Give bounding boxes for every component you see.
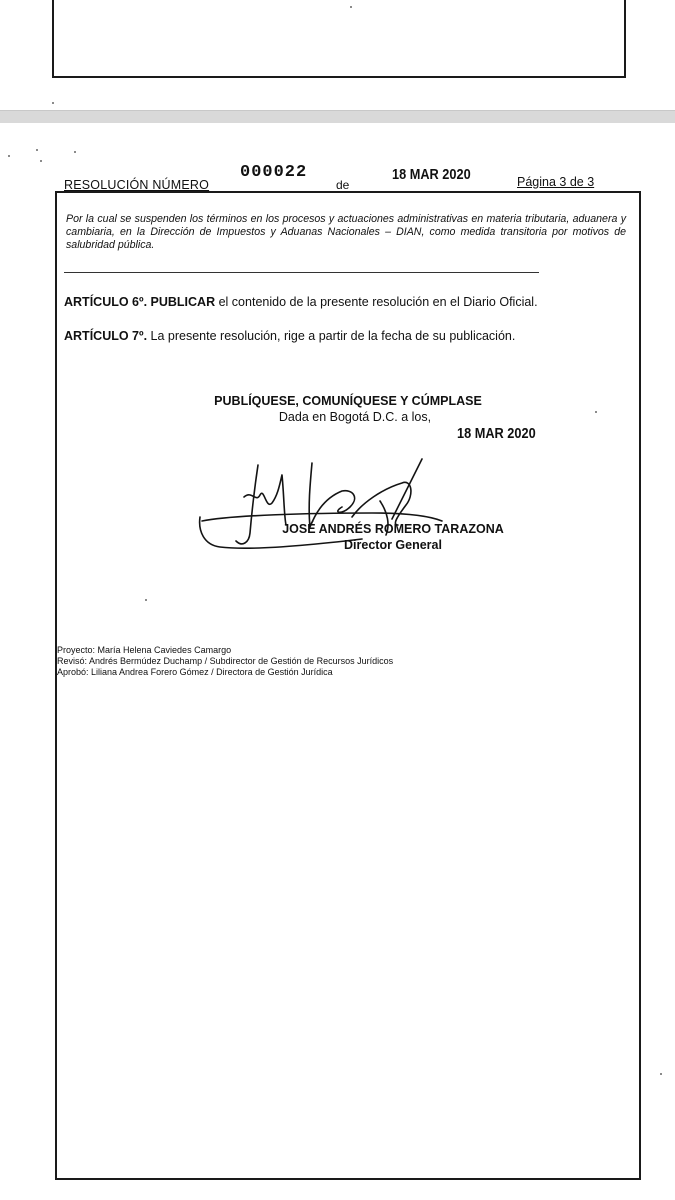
scan-speck: [660, 1073, 662, 1075]
article-6-text: el contenido de la presente resolución en el Diario Oficial.: [218, 295, 538, 309]
article-7: [64, 329, 624, 343]
document-page: [0, 123, 675, 1200]
scan-speck: [350, 6, 352, 8]
scan-speck: [8, 155, 10, 157]
page-frame: [55, 191, 641, 1180]
resolution-header: [62, 163, 607, 193]
scan-speck: [595, 411, 597, 413]
credit-aprobo: Aprobó: Liliana Andrea Forero Gómez / Directora de Gestión Jurídica: [57, 667, 333, 677]
article-7-text: La presente resolución, rige a partir de la fecha de su publicación.: [150, 329, 516, 343]
signer-name: JOSÉ ANDRÉS ROMERO TARAZONA: [282, 522, 504, 536]
article-6: [64, 295, 624, 309]
credit-proyecto: Proyecto: María Helena Caviedes Camargo: [57, 645, 232, 655]
resolution-date: 18 MAR 2020: [392, 166, 471, 183]
page-separator: [0, 110, 675, 124]
resolution-subject: Por la cual se suspenden los términos en los procesos y actuaciones administrativas en materia tributaria, aduanera y cambiaria, en la Dirección de Impuestos y Aduanas Nacionales – DIAN, como medida transitoria por motivos de salubridad pública.: [66, 213, 626, 251]
article-6-label: ARTÍCULO 6º.: [64, 295, 148, 309]
previous-page-frame: [52, 0, 626, 78]
de-label: de: [336, 178, 350, 192]
scan-speck: [52, 102, 54, 104]
scan-speck: [36, 149, 38, 151]
stamp-date: 18 MAR 2020: [457, 425, 536, 442]
closing-formula: PUBLÍQUESE, COMUNÍQUESE Y CÚMPLASE: [214, 394, 482, 408]
place-line: Dada en Bogotá D.C. a los,: [278, 410, 432, 424]
previous-page-fragment: [0, 0, 675, 110]
subject-divider: [64, 272, 539, 273]
page-number: Página 3 de 3: [517, 175, 595, 189]
resolution-label: RESOLUCIÓN NÚMERO: [64, 178, 210, 192]
signer-title: Director General: [344, 538, 442, 552]
article-6-keyword: PUBLICAR: [150, 295, 216, 309]
scan-speck: [145, 599, 147, 601]
resolution-number: 000022: [240, 163, 308, 182]
credit-reviso: Revisó: Andrés Bermúdez Duchamp / Subdirector de Gestión de Recursos Jurídicos: [57, 656, 394, 666]
article-7-label: ARTÍCULO 7º.: [64, 329, 148, 343]
scan-speck: [74, 151, 76, 153]
scan-speck: [40, 160, 42, 162]
document-credits: [57, 645, 393, 678]
